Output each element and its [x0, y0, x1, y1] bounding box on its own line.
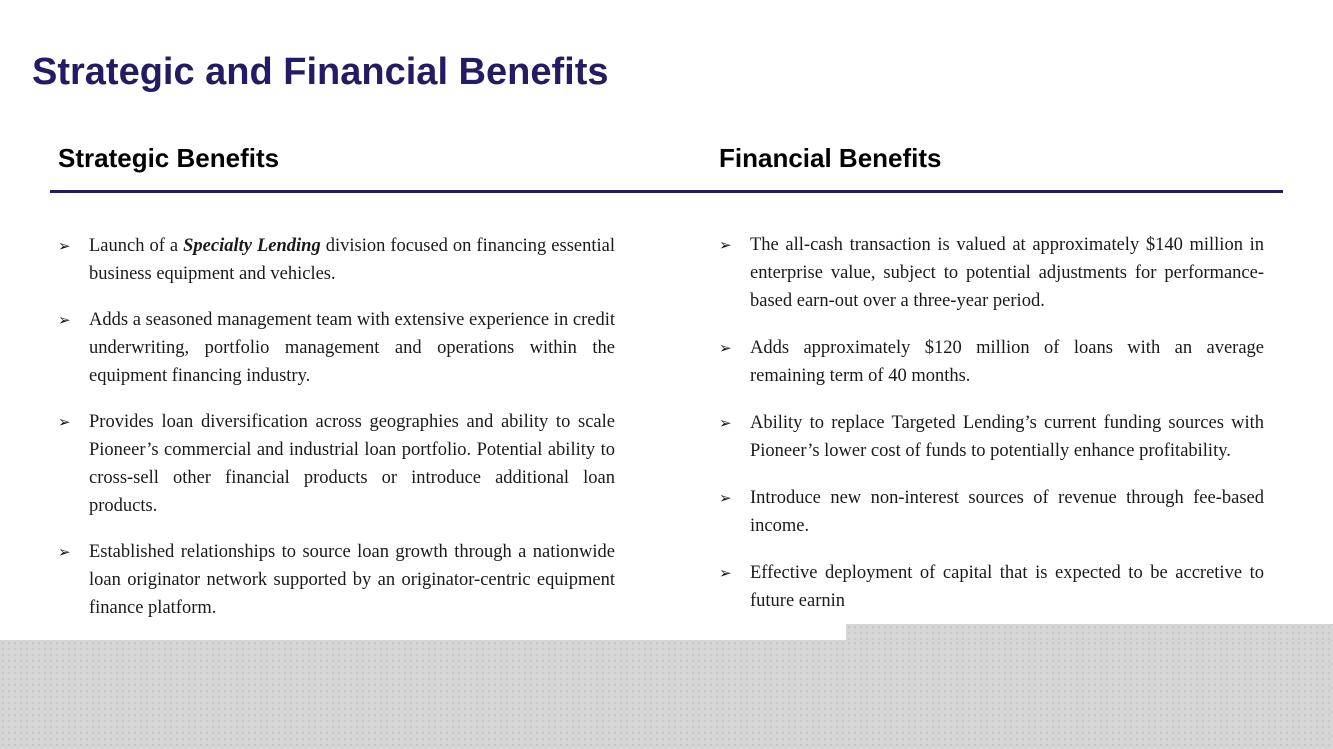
- strategic-benefits-heading: Strategic Benefits: [58, 143, 280, 173]
- heading-divider: [50, 190, 1283, 193]
- item-text-after: division focused on financing essential business equipment and vehicles.: [89, 236, 616, 284]
- footer-band: [0, 640, 1333, 749]
- item-text: The all-cash transaction is valued at approximately $140 million in enterprise value, subject to potential adjustments for performance-based earn-out over a three-year period.: [750, 235, 1264, 311]
- item-text-before: Launch of a: [89, 236, 184, 256]
- item-text: Introduce new non-interest sources of revenue through fee-based income.: [750, 488, 1264, 536]
- strategic-benefits-list: [58, 232, 615, 640]
- strategic-item-specialty-lending: [58, 232, 615, 288]
- strategic-item-diversification: [58, 408, 615, 520]
- item-text: Established relationships to source loan growth through a nationwide loan originator network supported by an originator-centric equipment finance platform.: [89, 542, 615, 618]
- financial-item-loans-added: [719, 334, 1264, 390]
- arrow-bullet-icon: ➢: [58, 237, 71, 255]
- item-text-emphasis: Specialty Lending: [183, 236, 321, 256]
- financial-item-transaction-value: [719, 231, 1264, 315]
- arrow-bullet-icon: ➢: [719, 564, 732, 582]
- financial-item-capital-deployment: [719, 559, 1264, 615]
- financial-benefits-heading: Financial Benefits: [719, 143, 942, 173]
- page-title: Strategic and Financial Benefits: [32, 51, 609, 93]
- item-text: Adds approximately $120 million of loans with an average remaining term of 40 months.: [750, 338, 1264, 386]
- strategic-item-management-team: [58, 306, 615, 390]
- item-text: Adds a seasoned management team with extensive experience in credit underwriting, portfolio management and operations within the equipment financing industry.: [89, 310, 615, 386]
- financial-benefits-list: [719, 231, 1264, 634]
- item-text: Provides loan diversification across geographies and ability to scale Pioneer’s commercial and industrial loan portfolio. Potential ability to cross-sell other financial products or introduce additional loan products.: [89, 412, 615, 516]
- arrow-bullet-icon: ➢: [58, 311, 71, 329]
- arrow-bullet-icon: ➢: [58, 413, 71, 431]
- arrow-bullet-icon: ➢: [719, 414, 732, 432]
- arrow-bullet-icon: ➢: [58, 543, 71, 561]
- strategic-item-originator-network: [58, 538, 615, 622]
- financial-item-fee-income: [719, 484, 1264, 540]
- financial-item-funding-sources: [719, 409, 1264, 465]
- arrow-bullet-icon: ➢: [719, 236, 732, 254]
- item-text: Ability to replace Targeted Lending’s current funding sources with Pioneer’s lower cost of funds to potentially enhance profitability.: [750, 413, 1264, 461]
- arrow-bullet-icon: ➢: [719, 339, 732, 357]
- item-text: Effective deployment of capital that is expected to be accretive to future earnin: [750, 563, 1264, 611]
- arrow-bullet-icon: ➢: [719, 489, 732, 507]
